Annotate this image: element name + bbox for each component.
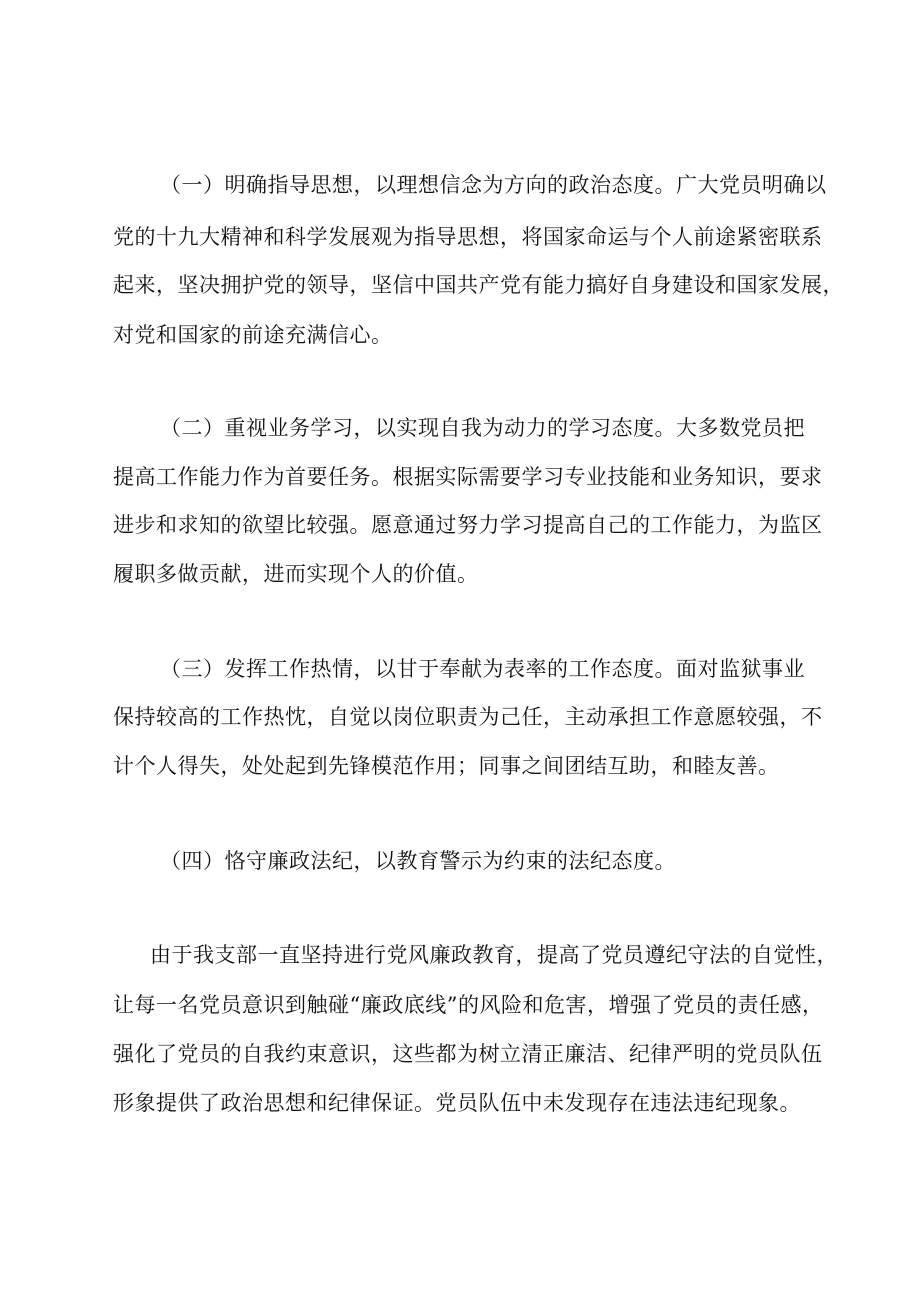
- paragraph-2-line-3: 进步和求知的欲望比较强。愿意通过努力学习提高自己的工作能力，为监区: [113, 513, 823, 537]
- paragraph-5-line-4: 形象提供了政治思想和纪律保证。党员队伍中未发现存在违法违纪现象。: [113, 1091, 801, 1115]
- paragraph-3-line-1: （三）发挥工作热情，以甘于奉献为表率的工作态度。面对监狱事业: [160, 657, 805, 681]
- paragraph-1-line-1: （一）明确指导思想，以理想信念为方向的政治态度。广大党员明确以: [160, 173, 827, 197]
- paragraph-1-line-2: 党的十九大精神和科学发展观为指导思想，将国家命运与个人前途紧密联系: [113, 225, 823, 249]
- paragraph-1-line-3: 起来，坚决拥护党的领导，坚信中国共产党有能力搞好自身建设和国家发展，: [113, 273, 844, 297]
- paragraph-5-line-2: 让每一名党员意识到触碰“廉政底线”的风险和危害，增强了党员的责任感，: [113, 993, 824, 1017]
- paragraph-3-line-3: 计个人得失，处处起到先锋模范作用；同事之间团结互助，和睦友善。: [113, 754, 780, 778]
- paragraph-2-line-2: 提高工作能力作为首要任务。根据实际需要学习专业技能和业务知识，要求: [113, 465, 823, 489]
- paragraph-5-line-3: 强化了党员的自我约束意识，这些都为树立清正廉洁、纪律严明的党员队伍: [113, 1042, 823, 1066]
- paragraph-2-line-4: 履职多做贡献，进而实现个人的价值。: [113, 562, 479, 586]
- paragraph-4-line-1: （四）恪守廉政法纪，以教育警示为约束的法纪态度。: [160, 849, 676, 873]
- paragraph-1-line-4: 对党和国家的前途充满信心。: [113, 323, 393, 347]
- paragraph-2-line-1: （二）重视业务学习，以实现自我为动力的学习态度。大多数党员把: [160, 416, 805, 440]
- paragraph-3-line-2: 保持较高的工作热忱，自觉以岗位职责为己任，主动承担工作意愿较强，不: [113, 705, 823, 729]
- paragraph-5-line-1: 由于我支部一直坚持进行党风廉政教育，提高了党员遵纪守法的自觉性，: [150, 943, 838, 967]
